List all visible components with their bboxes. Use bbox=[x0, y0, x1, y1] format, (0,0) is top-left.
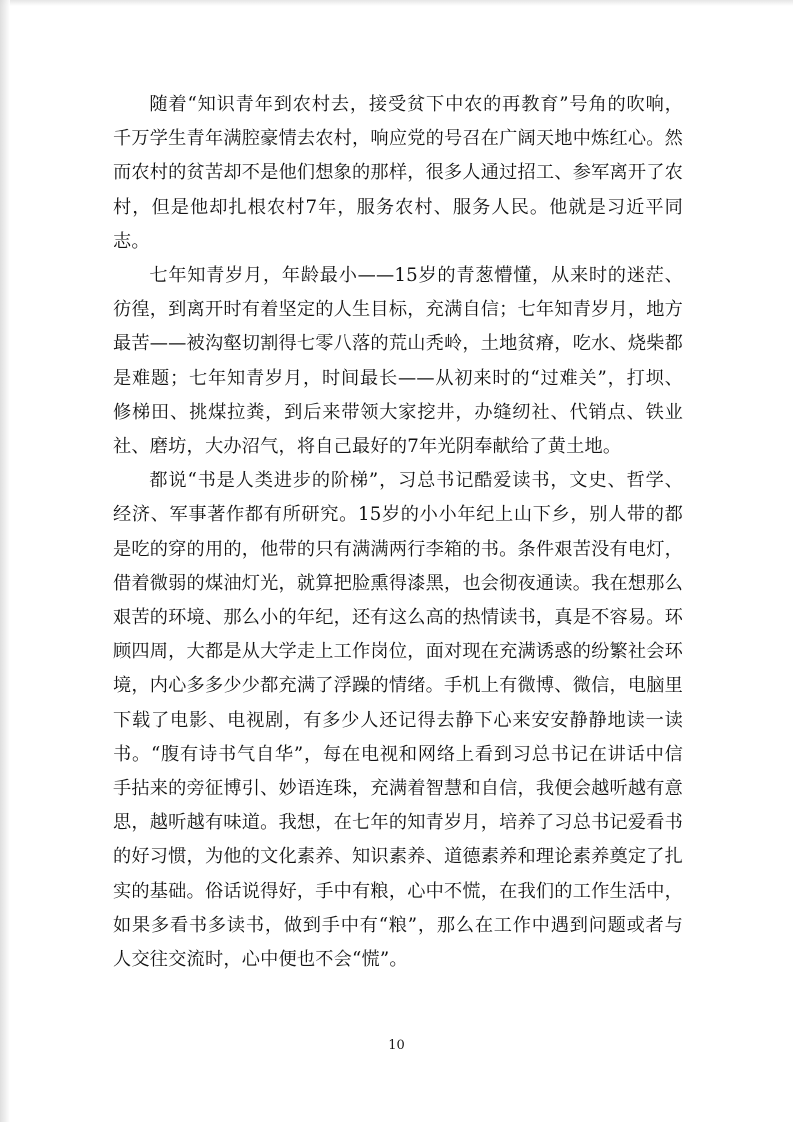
page-text-block bbox=[113, 88, 683, 977]
scan-edge-left bbox=[0, 0, 10, 1122]
page-number: 10 bbox=[388, 1038, 405, 1053]
scan-edge-top bbox=[0, 0, 793, 6]
document-body bbox=[113, 88, 683, 977]
paragraph-2: 七年知青岁月，年龄最小——15岁的青葱懵懂，从来时的迷茫、彷徨，到离开时有着坚定的人生目标，充满自信；七年知青岁月，地方最苦——被沟壑切割得七零八落的荒山秃岭，土地贫瘠，吃水、烧柴都是难题；七年知青岁月，时间最长——从初来时的“过难关”，打坝、修梯田、挑煤拉粪，到后来带领大家挖井，办缝纫社、代销点、铁业社、磨坊，大办沼气，将自己最好的7年光阴奉献给了黄土地。 bbox=[113, 265, 684, 458]
paragraph-3: 都说“书是人类进步的阶梯”，习总书记酷爱读书，文史、哲学、经济、军事著作都有所研究。15岁的小小年纪上山下乡，别人带的都是吃的穿的用的，他带的只有满满两行李箱的书。条件艰苦没有电灯，借着微弱的煤油灯光，就算把脸熏得漆黑，也会彻夜通读。我在想那么艰苦的环境、那么小的年纪，还有这么高的热情读书，真是不容易。环顾四周，大都是从大学走上工作岗位，面对现在充满诱惑的纷繁社会环境，内心多多少少都充满了浮躁的情绪。手机上有微博、微信，电脑里下载了电影、电视剧，有多少人还记得去静下心来安安静静地读一读书。“腹有诗书气自华”，每在电视和网络上看到习总书记在讲话中信手拈来的旁征博引、妙语连珠，充满着智慧和自信，我便会越听越有意思，越听越有味道。我想，在七年的知青岁月，培养了习总书记爱看书的好习惯，为他的文化素养、知识素养、道德素养和理论素养奠定了扎实的基础。俗话说得好，手中有粮，心中不慌，在我们的工作生活中，如果多看书多读书，做到手中有“粮”，那么在工作中遇到问题或者与人交往交流时，心中便也不会“慌”。 bbox=[113, 470, 684, 971]
paragraph-1: 随着“知识青年到农村去，接受贫下中农的再教育”号角的吹响，千万学生青年满腔豪情去农村，响应党的号召在广阔天地中炼红心。然而农村的贫苦却不是他们想象的那样，很多人通过招工、参军离开了农村，但是他却扎根农村7年，服务农村、服务人民。他就是习近平同志。 bbox=[113, 94, 684, 252]
